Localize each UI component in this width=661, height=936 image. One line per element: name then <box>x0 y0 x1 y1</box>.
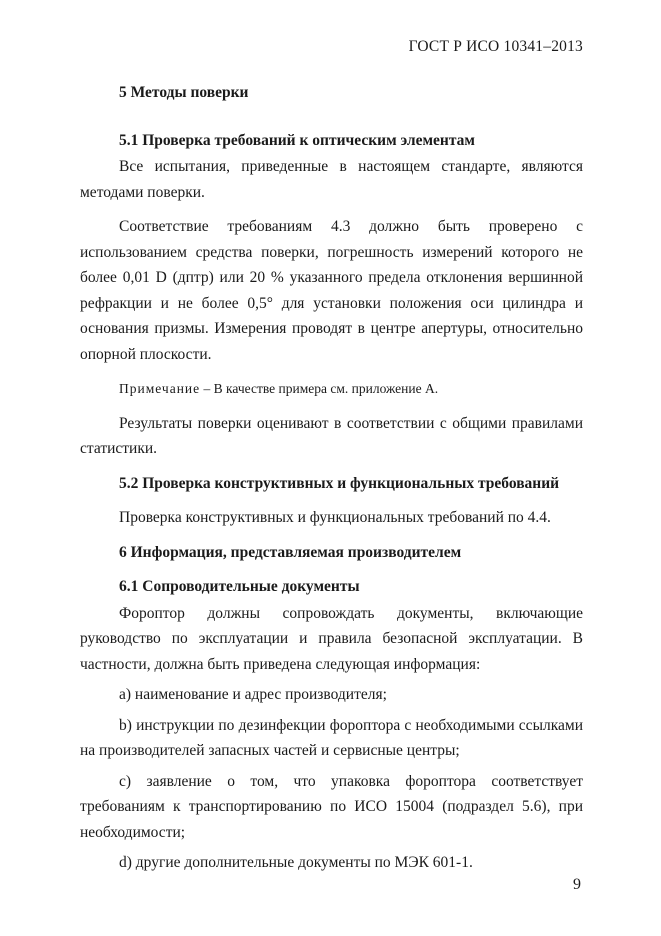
standard-header: ГОСТ Р ИСО 10341–2013 <box>408 38 583 55</box>
section-5-1-title: 5.1 Проверка требований к оптическим элементам <box>119 131 475 149</box>
section-5-title: 5 Методы поверки <box>119 84 249 101</box>
list-item-a: a) наименование и адрес производителя; <box>119 686 387 703</box>
list-item-c: c) заявление о том, что упаковка фороптора соответствует требованиям к транспортированию по ИСО 15004 (подраздел 5.6), при необходимости; <box>80 772 583 841</box>
note <box>80 376 583 402</box>
paragraph-conformity: Соответствие требованиям 4.3 должно быть проверено с использованием средства поверки, погрешность измерений которого не более 0,01 D (дптр) или 20 % указанного предела отклонения вершинной рефракции и не более 0,5° для установки положения оси цилиндра и основания призмы. Измерения проводят в центре апертуры, относительно опорной плоскости. <box>80 218 583 363</box>
list-item-d: d) другие дополнительные документы по МЭК 601-1. <box>119 854 473 871</box>
paragraph-all-tests: Все испытания, приведенные в настоящем стандарте, являются методами поверки. <box>80 158 583 201</box>
paragraph-construct-check: Проверка конструктивных и функциональных требований по 4.4. <box>119 509 551 526</box>
section-5-2-title: 5.2 Проверка конструктивных и функциональных требований <box>119 474 560 492</box>
list-item-b: b) инструкции по дезинфекции фороптора с необходимыми ссылками на производителей запасных частей и сервисные центры; <box>80 716 583 759</box>
paragraph-results: Результаты поверки оценивают в соответствии с общими правилами статистики. <box>80 414 583 457</box>
page-content <box>80 80 583 876</box>
note-text: – В качестве примера см. приложение А. <box>200 381 439 396</box>
section-6-1-title: 6.1 Сопроводительные документы <box>119 578 360 595</box>
section-6-title: 6 Информация, представляемая производителем <box>119 543 462 561</box>
paragraph-phoropter-docs: Фороптор должны сопровождать документы, включающие руководство по эксплуатации и правила безопасной эксплуатации. В частности, должна быть приведена следующая информация: <box>80 604 583 673</box>
page-number: 9 <box>573 876 581 893</box>
note-label: Примечание <box>119 381 201 396</box>
